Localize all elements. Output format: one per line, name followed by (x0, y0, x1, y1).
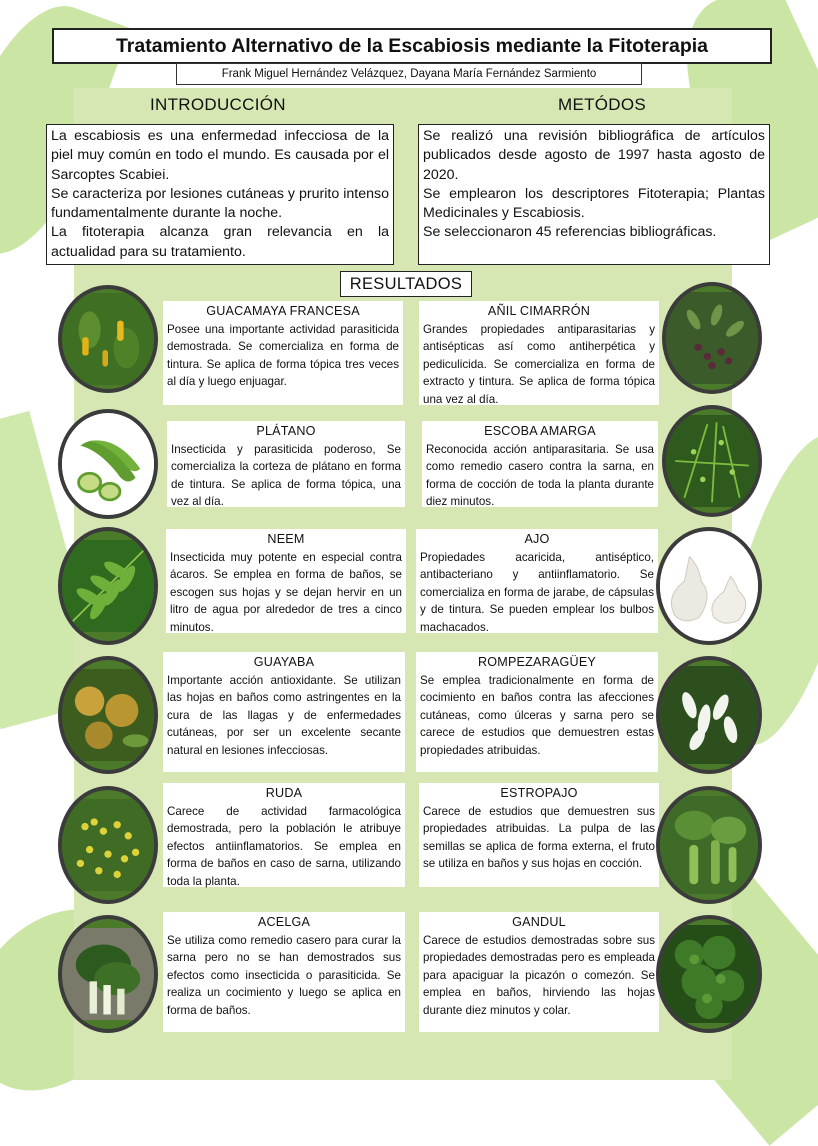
anil-cimarron-photo (662, 282, 762, 394)
plant-description: Reconocida acción antiparasitaria. Se usa como remedio casero contra la sarna, en forma de cocción de toda la planta durante diez minutos. (426, 442, 654, 508)
plant-description: Insecticida muy potente en especial contra ácaros. Se emplea en forma de baños, se escogen sus hojas y se dejan hervir en un litro de agua por alrededor de tres a cinco minutos. (170, 550, 402, 634)
plant-description: Grandes propiedades antiparasitarias y antisépticas así como antiherpética y pediculicida. Se comercializa en forma de extracto y tintura. Se aplica de forma tópica una vez al día. (423, 322, 655, 406)
plant-description: Posee una importante actividad parasiticida demostrada. Se comercializa en forma de tintura. Se aplica de forma tópica tres veces al día y luego enjuagar. (167, 322, 399, 388)
plant-ruda (163, 783, 405, 887)
plant-escoba-amarga (422, 421, 658, 507)
plant-ajo (416, 529, 658, 633)
introduccion-box (46, 124, 394, 265)
plant-name: PLÁTANO (256, 424, 316, 438)
plant-name: ESCOBA AMARGA (484, 424, 596, 438)
plant-platano (167, 421, 405, 507)
intro-paragraph: Se caracteriza por lesiones cutáneas y prurito intenso fundamentalmente durante la noche. (51, 185, 389, 222)
plant-description: Carece de estudios demostradas sobre sus propiedades demostradas pero es empleada para apaciguar la picazón o comezón. Se emplea en baños, hirviendo las hojas durante diez minutos y colar. (423, 933, 655, 1017)
metodos-paragraph: Se seleccionaron 45 referencias bibliográficas. (423, 224, 717, 241)
plant-name: NEEM (267, 532, 305, 546)
estropajo-photo (656, 786, 762, 904)
plant-name: GANDUL (512, 915, 566, 929)
plant-name: ROMPEZARAGÜEY (477, 655, 597, 669)
plant-anil-cimarron (419, 301, 659, 405)
plant-estropajo (419, 783, 659, 887)
plant-acelga (163, 912, 405, 1032)
poster-title: Tratamiento Alternativo de la Escabiosis mediante la Fitoterapia (52, 28, 772, 64)
plant-name: RUDA (265, 786, 303, 800)
plant-description: Carece de actividad farmacológica demostrada, pero la población le atribuye efectos antiinflamatorios. Se emplea en forma de baños en caso de sarna, utilizando toda la planta. (167, 804, 401, 888)
metodos-box (418, 124, 770, 265)
plant-description: Propiedades acaricida, antiséptico, antibacteriano y antiinflamatorio. Se comercializa en forma de jarabe, de cápsulas y de tintura. Se pueden emplear los bulbos machacados. (420, 550, 654, 634)
ajo-photo (656, 527, 762, 645)
metodos-paragraph: Se emplearon los descriptores Fitoterapia; Plantas Medicinales y Escabiosis. (423, 185, 765, 222)
gandul-photo (656, 915, 762, 1033)
intro-paragraph: La escabiosis es una enfermedad infecciosa de la piel muy común en todo el mundo. Es causada por el Sarcoptes Scabiei. (51, 128, 389, 183)
guacamaya-photo (58, 285, 158, 393)
introduccion-heading: INTRODUCCIÓN (150, 95, 286, 114)
plant-neem (166, 529, 406, 633)
guayaba-photo (58, 656, 158, 774)
authors: Frank Miguel Hernández Velázquez, Dayana María Fernández Sarmiento (176, 63, 642, 85)
acelga-photo (58, 915, 158, 1033)
plant-description: Importante acción antioxidante. Se utilizan las hojas en baños como astringentes en la cura de las llagas y de enfermedades cutáneas, por ser un excelente secante natural en lesiones infecciosas. (167, 673, 401, 757)
plant-name: AJO (524, 532, 550, 546)
metodos-paragraph: Se realizó una revisión bibliográfica de artículos publicados desde agosto de 1997 hasta agosto de 2020. (423, 128, 765, 183)
platano-photo (58, 409, 158, 519)
plant-name: GUAYABA (253, 655, 315, 669)
plant-description: Carece de estudios que demuestren sus propiedades atribuidas. La pulpa de las semillas se aplica de forma externa, el fruto se utiliza en baños y sus hojas en cocción. (423, 804, 655, 870)
escoba-amarga-photo (662, 405, 762, 517)
plant-description: Insecticida y parasiticida poderoso, Se comercializa la corteza de plátano en forma de tintura. Se aplica de forma tópica, una vez al día. (171, 442, 401, 508)
plant-gandul (419, 912, 659, 1032)
rompezaraguey-photo (656, 656, 762, 774)
neem-photo (58, 527, 158, 645)
plant-guacamaya-francesa (163, 301, 403, 405)
plant-name: GUACAMAYA FRANCESA (206, 304, 360, 318)
intro-paragraph: La fitoterapia alcanza gran relevancia en la actualidad para su tratamiento. (51, 224, 389, 260)
plant-description: Se utiliza como remedio casero para curar la sarna pero no se han demostrados sus efectos como insecticida o parasiticida. Se realiza un cocimiento y luego se aplica en forma de baños. (167, 933, 401, 1017)
plant-name: ESTROPAJO (500, 786, 578, 800)
plant-name: AÑIL CIMARRÓN (487, 304, 591, 318)
plant-guayaba (163, 652, 405, 772)
plant-rompezaraguey (416, 652, 658, 772)
plant-name: ACELGA (257, 915, 311, 929)
plant-description: Se emplea tradicionalmente en forma de cocimiento en baños contra las afecciones cutáneas, como úlceras y sarna pero se carece de estudios que demuestren estas propiedades atribuidas. (420, 673, 654, 757)
resultados-heading: RESULTADOS (340, 271, 472, 297)
ruda-photo (58, 786, 158, 904)
metodos-heading: METÓDOS (558, 95, 647, 114)
